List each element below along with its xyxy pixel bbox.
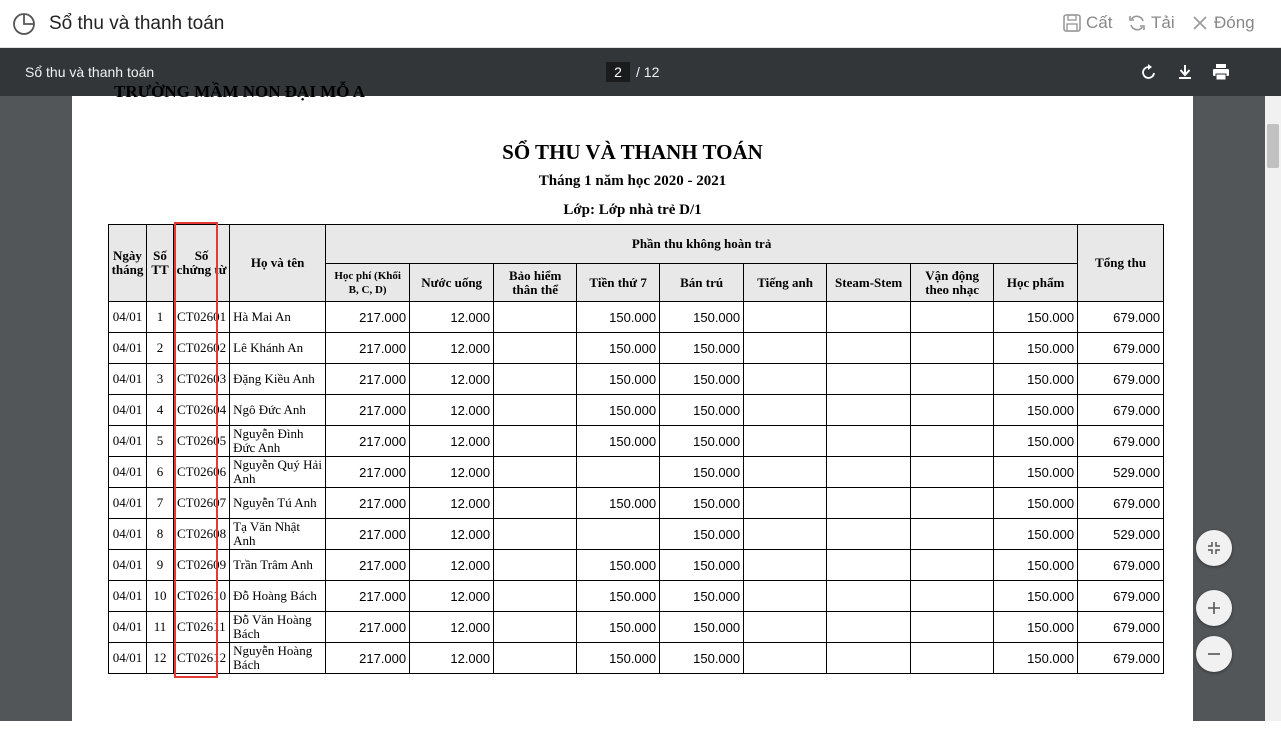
row-supplies: 150.000 <box>994 457 1078 488</box>
row-name: Nguyễn Hoàng Bách <box>230 643 326 674</box>
table-row <box>109 364 1164 395</box>
sub-header-cell: Bán trú <box>660 264 744 302</box>
row-stt: 8 <box>147 519 174 550</box>
row-stt: 3 <box>147 364 174 395</box>
row-supplies: 150.000 <box>994 643 1078 674</box>
row-boarding: 150.000 <box>660 643 744 674</box>
row-boarding: 150.000 <box>660 364 744 395</box>
row-english <box>744 426 827 457</box>
row-tuition: 217.000 <box>326 457 410 488</box>
row-music <box>911 302 994 333</box>
row-stt: 5 <box>147 426 174 457</box>
row-tuition: 217.000 <box>326 550 410 581</box>
row-saturday <box>577 457 660 488</box>
row-tuition: 217.000 <box>326 302 410 333</box>
row-supplies: 150.000 <box>994 488 1078 519</box>
row-total: 679.000 <box>1078 426 1164 457</box>
row-stt: 9 <box>147 550 174 581</box>
document-subtitle: Tháng 1 năm học 2020 - 2021 <box>538 173 727 189</box>
header-stt: Số TT <box>147 225 174 302</box>
header-date: Ngày tháng <box>109 225 147 302</box>
row-music <box>911 395 994 426</box>
minus-icon <box>1205 645 1223 663</box>
row-water: 12.000 <box>410 426 494 457</box>
row-supplies: 150.000 <box>994 550 1078 581</box>
row-insurance <box>494 550 577 581</box>
row-supplies: 150.000 <box>994 519 1078 550</box>
row-boarding: 150.000 <box>660 333 744 364</box>
row-name: Đỗ Văn Hoàng Bách <box>230 612 326 643</box>
row-stt: 10 <box>147 581 174 612</box>
row-insurance <box>494 519 577 550</box>
row-steam <box>827 581 911 612</box>
row-voucher: CT02611 <box>174 612 230 643</box>
row-water: 12.000 <box>410 612 494 643</box>
row-name: Đỗ Hoàng Bách <box>230 581 326 612</box>
row-saturday: 150.000 <box>577 488 660 519</box>
row-total: 679.000 <box>1078 302 1164 333</box>
row-boarding: 150.000 <box>660 302 744 333</box>
row-insurance <box>494 612 577 643</box>
row-tuition: 217.000 <box>326 395 410 426</box>
page-indicator <box>606 62 659 82</box>
row-water: 12.000 <box>410 395 494 426</box>
school-name: TRƯỜNG MẦM NON ĐẠI MỖ A <box>114 82 366 101</box>
row-music <box>911 488 994 519</box>
row-supplies: 150.000 <box>994 612 1078 643</box>
row-stt: 1 <box>147 302 174 333</box>
row-water: 12.000 <box>410 643 494 674</box>
row-steam <box>827 519 911 550</box>
row-insurance <box>494 426 577 457</box>
row-english <box>744 581 827 612</box>
row-date: 04/01 <box>109 426 147 457</box>
row-stt: 7 <box>147 488 174 519</box>
row-voucher: CT02604 <box>174 395 230 426</box>
row-insurance <box>494 333 577 364</box>
sub-header-cell: Tiền thứ 7 <box>577 264 660 302</box>
table-row <box>109 302 1164 333</box>
row-water: 12.000 <box>410 364 494 395</box>
row-name: Đặng Kiều Anh <box>230 364 326 395</box>
row-saturday <box>577 519 660 550</box>
row-insurance <box>494 364 577 395</box>
page-number-input[interactable]: 2 <box>606 62 630 82</box>
sub-header-cell: Bảo hiểm thân thể <box>494 264 577 302</box>
row-tuition: 217.000 <box>326 643 410 674</box>
table-row <box>109 519 1164 550</box>
close-icon <box>1190 13 1210 33</box>
header-name: Họ và tên <box>230 225 326 302</box>
row-water: 12.000 <box>410 581 494 612</box>
save-icon <box>1062 13 1082 33</box>
row-steam <box>827 333 911 364</box>
row-date: 04/01 <box>109 333 147 364</box>
row-boarding: 150.000 <box>660 612 744 643</box>
row-insurance <box>494 395 577 426</box>
row-name: Hà Mai An <box>230 302 326 333</box>
row-insurance <box>494 581 577 612</box>
row-tuition: 217.000 <box>326 333 410 364</box>
row-music <box>911 519 994 550</box>
row-total: 679.000 <box>1078 395 1164 426</box>
row-stt: 6 <box>147 457 174 488</box>
table-row <box>109 550 1164 581</box>
row-boarding: 150.000 <box>660 550 744 581</box>
reload-button[interactable] <box>1127 13 1175 33</box>
row-name: Ngô Đức Anh <box>230 395 326 426</box>
sub-header-cell: Vận động theo nhạc <box>911 264 994 302</box>
row-tuition: 217.000 <box>326 488 410 519</box>
header-total: Tổng thu <box>1078 225 1164 302</box>
table-row <box>109 426 1164 457</box>
fit-icon <box>1205 539 1223 557</box>
row-tuition: 217.000 <box>326 364 410 395</box>
row-voucher: CT02606 <box>174 457 230 488</box>
header-voucher: Số chứng từ <box>174 225 230 302</box>
row-date: 04/01 <box>109 581 147 612</box>
row-stt: 2 <box>147 333 174 364</box>
table-row <box>109 581 1164 612</box>
row-date: 04/01 <box>109 519 147 550</box>
app-title: Sổ thu và thanh toán <box>49 13 225 34</box>
row-insurance <box>494 643 577 674</box>
row-name: Nguyễn Tú Anh <box>230 488 326 519</box>
row-voucher: CT02612 <box>174 643 230 674</box>
row-water: 12.000 <box>410 457 494 488</box>
row-music <box>911 643 994 674</box>
row-boarding: 150.000 <box>660 488 744 519</box>
pie-chart-icon <box>12 12 36 36</box>
row-total: 679.000 <box>1078 333 1164 364</box>
row-insurance <box>494 457 577 488</box>
row-steam <box>827 426 911 457</box>
row-date: 04/01 <box>109 457 147 488</box>
row-voucher: CT02607 <box>174 488 230 519</box>
row-music <box>911 457 994 488</box>
row-total: 529.000 <box>1078 457 1164 488</box>
row-voucher: CT02605 <box>174 426 230 457</box>
close-button[interactable] <box>1190 13 1255 33</box>
row-voucher: CT02608 <box>174 519 230 550</box>
row-date: 04/01 <box>109 302 147 333</box>
row-saturday: 150.000 <box>577 302 660 333</box>
row-steam <box>827 395 911 426</box>
row-saturday: 150.000 <box>577 333 660 364</box>
row-tuition: 217.000 <box>326 519 410 550</box>
row-total: 679.000 <box>1078 581 1164 612</box>
row-name: Trần Trâm Anh <box>230 550 326 581</box>
row-water: 12.000 <box>410 519 494 550</box>
pdf-viewport[interactable] <box>0 82 1265 721</box>
save-button[interactable] <box>1062 13 1112 33</box>
row-name: Lê Khánh An <box>230 333 326 364</box>
row-boarding: 150.000 <box>660 581 744 612</box>
print-icon[interactable] <box>1211 62 1231 82</box>
row-tuition: 217.000 <box>326 426 410 457</box>
row-steam <box>827 457 911 488</box>
row-english <box>744 395 827 426</box>
row-voucher: CT02602 <box>174 333 230 364</box>
row-date: 04/01 <box>109 395 147 426</box>
row-music <box>911 612 994 643</box>
row-steam <box>827 643 911 674</box>
row-supplies: 150.000 <box>994 581 1078 612</box>
row-supplies: 150.000 <box>994 395 1078 426</box>
row-supplies: 150.000 <box>994 364 1078 395</box>
sub-header-cell: Tiếng anh <box>744 264 827 302</box>
table-row <box>109 395 1164 426</box>
pdf-title: Sổ thu và thanh toán <box>25 64 155 80</box>
download-icon[interactable] <box>1175 62 1195 82</box>
row-english <box>744 519 827 550</box>
row-saturday: 150.000 <box>577 612 660 643</box>
row-voucher: CT02610 <box>174 581 230 612</box>
row-water: 12.000 <box>410 488 494 519</box>
row-saturday: 150.000 <box>577 643 660 674</box>
row-saturday: 150.000 <box>577 550 660 581</box>
row-voucher: CT02609 <box>174 550 230 581</box>
row-total: 679.000 <box>1078 488 1164 519</box>
row-insurance <box>494 488 577 519</box>
row-voucher: CT02601 <box>174 302 230 333</box>
scrollbar-thumb[interactable] <box>1267 124 1279 168</box>
row-date: 04/01 <box>109 612 147 643</box>
row-english <box>744 302 827 333</box>
table-row <box>109 488 1164 519</box>
row-supplies: 150.000 <box>994 333 1078 364</box>
row-supplies: 150.000 <box>994 426 1078 457</box>
table-row <box>109 333 1164 364</box>
row-english <box>744 643 827 674</box>
fit-page-button[interactable] <box>1196 530 1232 566</box>
sub-header-cell: Steam-Stem <box>827 264 911 302</box>
pdf-page <box>72 82 1193 736</box>
row-english <box>744 550 827 581</box>
row-voucher: CT02603 <box>174 364 230 395</box>
reload-label: Tải <box>1151 13 1175 32</box>
close-label: Đóng <box>1214 13 1255 32</box>
row-boarding: 150.000 <box>660 426 744 457</box>
row-total: 679.000 <box>1078 643 1164 674</box>
row-name: Tạ Văn Nhật Anh <box>230 519 326 550</box>
row-stt: 12 <box>147 643 174 674</box>
row-water: 12.000 <box>410 302 494 333</box>
rotate-icon[interactable] <box>1139 62 1159 82</box>
row-saturday: 150.000 <box>577 395 660 426</box>
row-music <box>911 426 994 457</box>
row-water: 12.000 <box>410 333 494 364</box>
zoom-in-button[interactable] <box>1196 590 1232 626</box>
row-insurance <box>494 302 577 333</box>
table-row <box>109 643 1164 674</box>
row-boarding: 150.000 <box>660 457 744 488</box>
row-music <box>911 550 994 581</box>
row-english <box>744 612 827 643</box>
row-music <box>911 333 994 364</box>
row-boarding: 150.000 <box>660 395 744 426</box>
page-total: / 12 <box>636 64 660 80</box>
row-steam <box>827 488 911 519</box>
class-label: Lớp: Lớp nhà trẻ D/1 <box>563 202 702 218</box>
row-music <box>911 581 994 612</box>
row-date: 04/01 <box>109 550 147 581</box>
row-date: 04/01 <box>109 488 147 519</box>
row-date: 04/01 <box>109 643 147 674</box>
table-body <box>109 302 1164 674</box>
row-steam <box>827 550 911 581</box>
zoom-out-button[interactable] <box>1196 636 1232 672</box>
plus-icon <box>1205 599 1223 617</box>
row-name: Nguyễn Đình Đức Anh <box>230 426 326 457</box>
row-tuition: 217.000 <box>326 581 410 612</box>
row-total: 679.000 <box>1078 364 1164 395</box>
row-total: 529.000 <box>1078 519 1164 550</box>
row-steam <box>827 364 911 395</box>
row-english <box>744 333 827 364</box>
row-english <box>744 364 827 395</box>
row-stt: 4 <box>147 395 174 426</box>
table-row <box>109 612 1164 643</box>
row-saturday: 150.000 <box>577 426 660 457</box>
row-saturday: 150.000 <box>577 581 660 612</box>
row-supplies: 150.000 <box>994 302 1078 333</box>
save-label: Cất <box>1086 13 1113 32</box>
row-steam <box>827 612 911 643</box>
payment-table <box>108 224 1164 674</box>
row-date: 04/01 <box>109 364 147 395</box>
row-english <box>744 457 827 488</box>
row-music <box>911 364 994 395</box>
row-total: 679.000 <box>1078 550 1164 581</box>
sub-header-cell: Học phí (Khối B, C, D) <box>326 264 410 302</box>
header-group: Phần thu không hoàn trả <box>326 225 1078 264</box>
row-name: Nguyễn Quý Hải Anh <box>230 457 326 488</box>
row-stt: 11 <box>147 612 174 643</box>
row-steam <box>827 302 911 333</box>
sub-header-cell: Học phẩm <box>994 264 1078 302</box>
vertical-scrollbar[interactable] <box>1265 96 1281 721</box>
row-water: 12.000 <box>410 550 494 581</box>
sub-header-cell: Nước uống <box>410 264 494 302</box>
row-boarding: 150.000 <box>660 519 744 550</box>
row-saturday: 150.000 <box>577 364 660 395</box>
table-row <box>109 457 1164 488</box>
row-tuition: 217.000 <box>326 612 410 643</box>
app-header <box>0 0 1281 48</box>
row-total: 679.000 <box>1078 612 1164 643</box>
row-english <box>744 488 827 519</box>
refresh-icon <box>1127 13 1147 33</box>
document-title: SỔ THU VÀ THANH TOÁN <box>502 140 763 164</box>
